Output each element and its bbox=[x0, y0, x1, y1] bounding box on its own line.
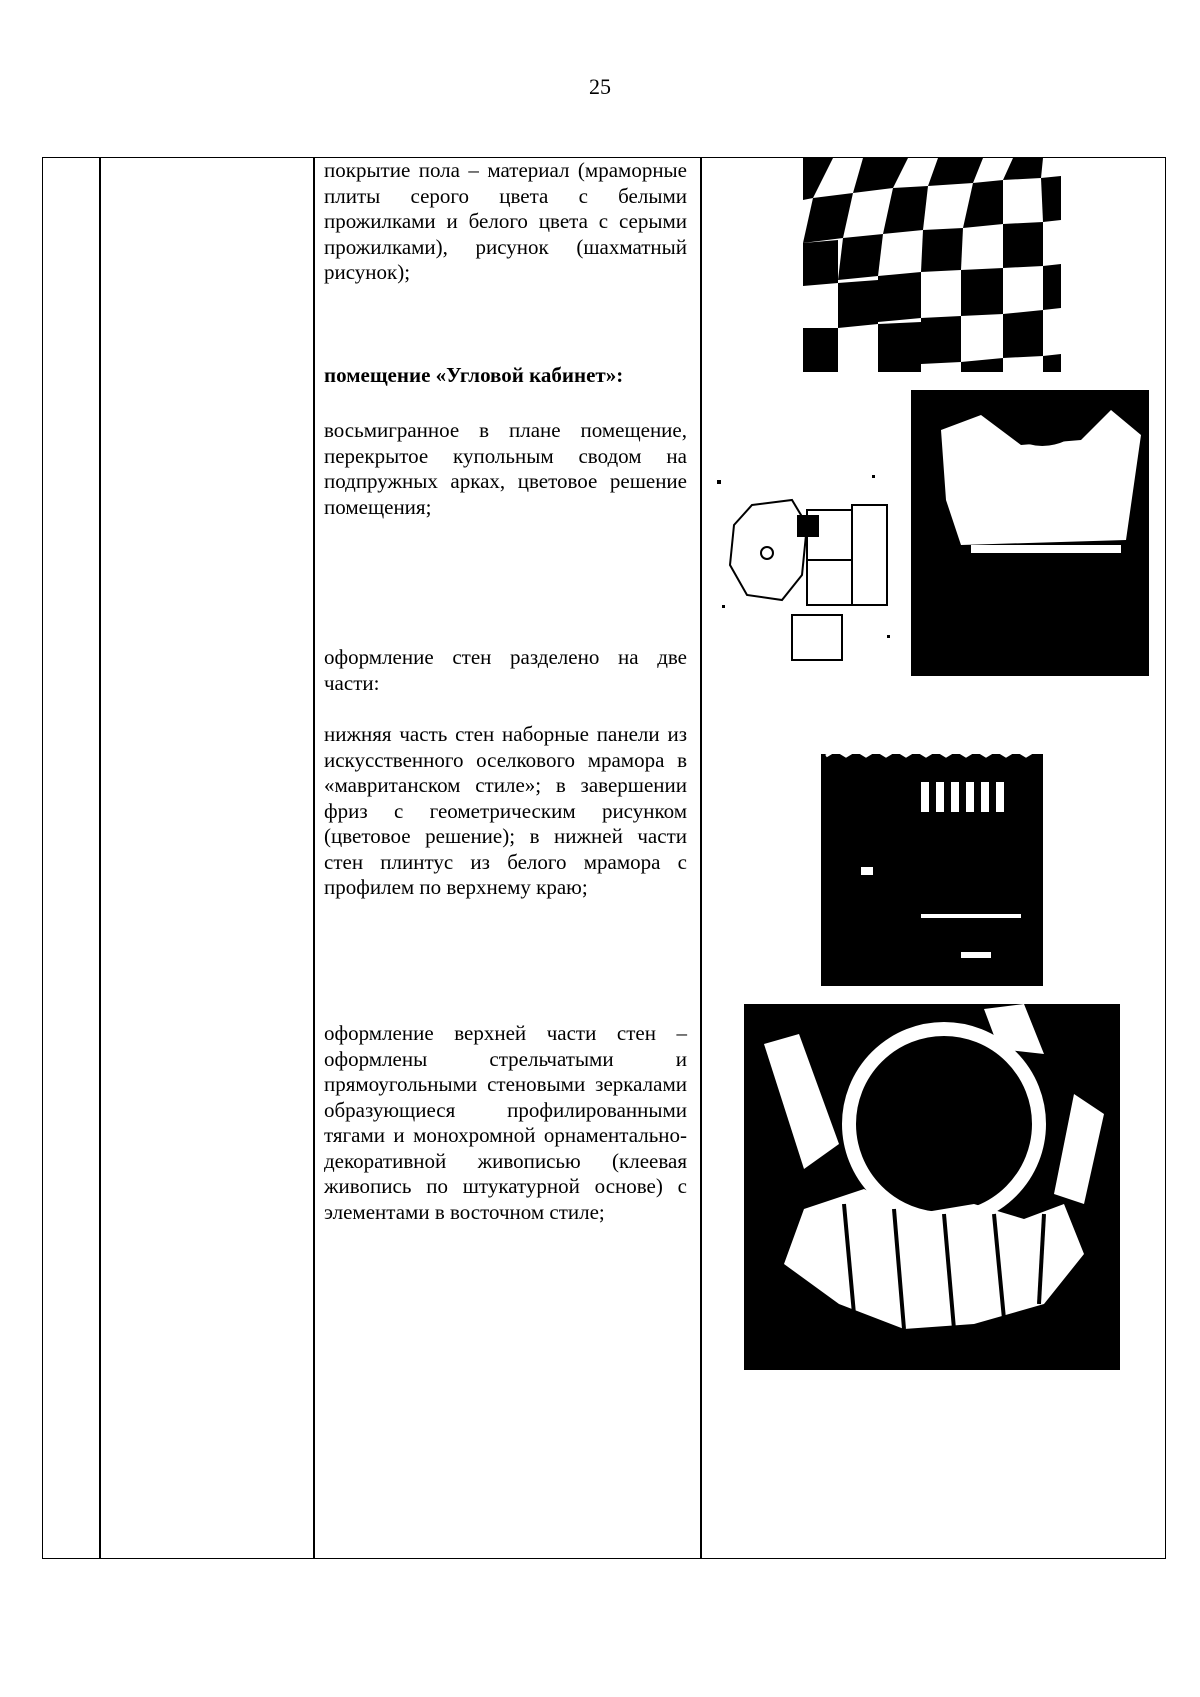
dome-photo-image bbox=[911, 390, 1149, 676]
floor-plan-image bbox=[712, 465, 902, 675]
column-divider bbox=[313, 158, 315, 1558]
checkerboard-floor-image bbox=[803, 158, 1061, 372]
walls-upper-text: оформление верхней части стен – оформлены стрельчатыми и прямоугольными стеновыми зеркалами образующиеся профилированными тягами и монохромной орнаментально-декоративной живописью (клеевая живопись по штукатурной основе) с элементами в восточном стиле; bbox=[324, 1021, 687, 1224]
column-divider bbox=[99, 158, 101, 1558]
floor-covering-text: покрытие пола – материал (мраморные плиты серого цвета с белыми прожилками и белого цвета с серыми прожилками), рисунок (шахматный рисунок); bbox=[324, 158, 687, 284]
room-heading: помещение «Угловой кабинет»: bbox=[324, 363, 624, 387]
walls-intro-text: оформление стен разделено на две части: bbox=[324, 645, 687, 695]
page-number: 25 bbox=[589, 74, 611, 99]
wall-panel-photo-image bbox=[821, 742, 1043, 986]
room-description-text: восьмигранное в плане помещение, перекрытое купольным сводом на подпружных арках, цветовое решение помещения; bbox=[324, 418, 687, 519]
column-divider bbox=[700, 158, 702, 1558]
ceiling-vault-photo-image bbox=[744, 1004, 1120, 1370]
walls-lower-text: нижняя часть стен наборные панели из искусственного оселкового мрамора в «мавританском стиле»; в завершении фриз с геометрическим рисунком (цветовое решение); в нижней части стен плинтус из белого мрамора с профилем по верхнему краю; bbox=[324, 722, 687, 899]
